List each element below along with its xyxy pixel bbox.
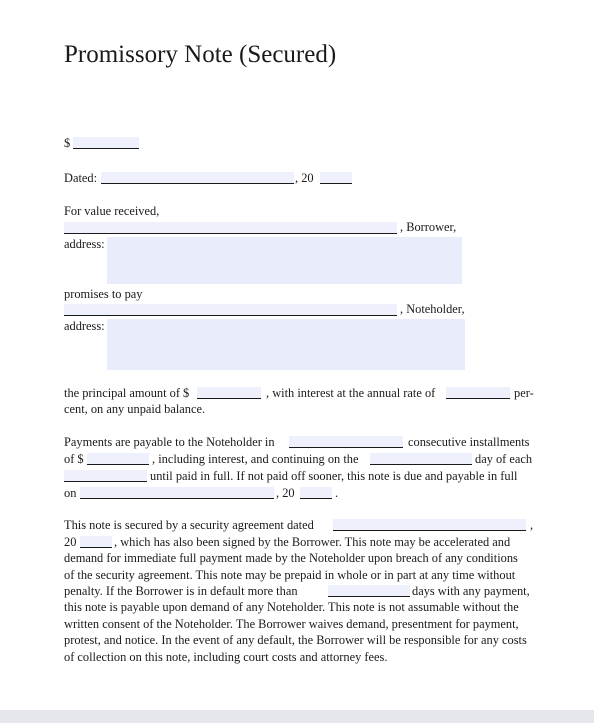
payments-text-4: , including interest, and continuing on the (152, 452, 359, 466)
security-text-2b: , which has also been signed by the Borrower. This note may be accelerated and (114, 535, 511, 549)
borrower-name-field[interactable] (64, 222, 397, 234)
amount-label: $ (64, 136, 71, 150)
due-date-field[interactable] (80, 487, 274, 499)
borrower-address-field[interactable] (107, 237, 462, 284)
year-field[interactable] (320, 172, 352, 184)
security-text-2a: 20 (64, 535, 77, 549)
due-year-field[interactable] (300, 487, 332, 499)
date-field[interactable] (101, 172, 294, 184)
interest-rate-field[interactable] (446, 387, 510, 399)
borrower-label: , Borrower, (400, 220, 457, 234)
noteholder-label: , Noteholder, (400, 302, 465, 316)
principal-text-3: per- (514, 386, 534, 400)
principal-text-2: , with interest at the annual rate of (266, 386, 436, 400)
security-text-7: written consent of the Noteholder. The Borrower waives demand, presentment for payment, (64, 617, 519, 631)
noteholder-address-field[interactable] (107, 319, 465, 370)
payments-text-3: of $ (64, 452, 84, 466)
principal-amount-field[interactable] (197, 387, 261, 399)
security-text-8: protest, and notice. In the event of any default, the Borrower will be responsible for any costs (64, 633, 527, 647)
installments-count-field[interactable] (289, 436, 403, 448)
payments-text-7: on (64, 486, 77, 500)
security-text-1: This note is secured by a security agreement dated (64, 518, 314, 532)
security-agreement-date-field[interactable] (333, 519, 526, 531)
payment-day-field[interactable] (370, 453, 472, 465)
default-days-field[interactable] (328, 585, 410, 597)
installment-amount-field[interactable] (87, 453, 149, 465)
noteholder-name-field[interactable] (64, 304, 397, 316)
payments-text-5: day of each (475, 452, 533, 466)
security-text-9: of collection on this note, including court costs and attorney fees. (64, 650, 388, 664)
viewer-bottom-bar (0, 710, 594, 723)
security-text-3: demand for immediate full payment made by the Noteholder upon breach of any conditions (64, 551, 518, 565)
payments-text-8: , 20 (276, 486, 295, 500)
payment-period-field[interactable] (64, 470, 147, 482)
security-text-6: this note is payable upon demand of any Noteholder. This note is not assumable without the (64, 600, 519, 614)
borrower-address-label: address: (64, 237, 105, 251)
payments-text-9: . (335, 486, 339, 500)
amount-field[interactable] (73, 137, 139, 149)
noteholder-address-label: address: (64, 319, 105, 333)
security-text-4: of the security agreement. This note may be prepaid in whole or in part at any time without (64, 568, 516, 582)
for-value-text: For value received, (64, 204, 160, 218)
payments-text-1: Payments are payable to the Noteholder in (64, 435, 275, 449)
payments-text-2: consecutive installments (408, 435, 530, 449)
year-prefix: , 20 (295, 171, 314, 185)
security-text-5a: penalty. If the Borrower is in default more than (64, 584, 298, 598)
payments-text-6: until paid in full. If not paid off sooner, this note is due and payable in full (150, 469, 518, 483)
promises-text: promises to pay (64, 287, 143, 301)
security-year-field[interactable] (80, 536, 112, 548)
page-title: Promissory Note (Secured) (64, 41, 337, 68)
principal-text-1: the principal amount of $ (64, 386, 190, 400)
principal-text-4: cent, on any unpaid balance. (64, 402, 206, 416)
dated-label: Dated: (64, 171, 98, 185)
security-text-5b: days with any payment, (412, 584, 530, 598)
security-text-1b: , (530, 518, 534, 532)
